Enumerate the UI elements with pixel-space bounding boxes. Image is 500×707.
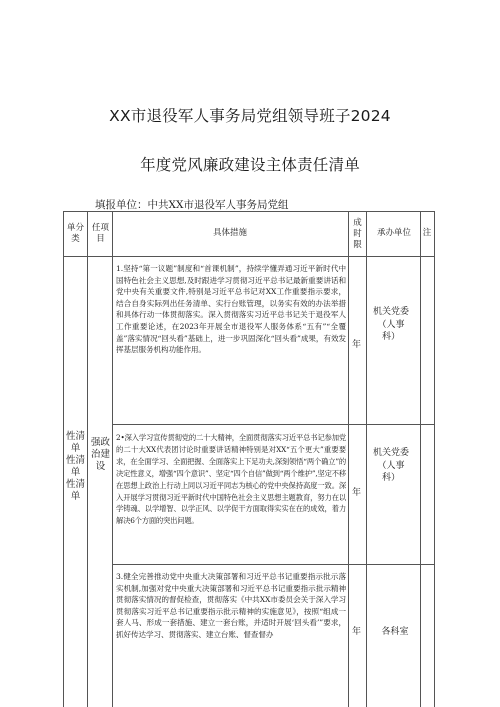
table-column-divider	[420, 211, 421, 707]
table-column-divider	[348, 211, 349, 707]
time-limit-1: 年	[352, 340, 362, 350]
table-border-right	[434, 211, 435, 707]
measure-3: 3.健全完善推动党中央重大决策部署和习近平总书记重要指示批示落实机制,加强对党中央重大决策部署和习近平总书记重要指示批示精神贯彻落实情况的督促检查，贯彻落实《中共XX市委员会关于深入学习贯彻落实习近平总书记重要指示批示精神的实施意见》，按照“组成一套人马、形成一套措施、建立一套台账，并适时开展‘回头看’”要求，抓好传达学习、贯彻落实、建立台账、督查督办	[116, 572, 346, 639]
header-time-limit: 成时限	[353, 217, 362, 250]
responsible-unit-3: 各科室	[381, 627, 409, 637]
fill-unit	[95, 197, 288, 212]
header-task-item: 任项目	[92, 223, 110, 244]
time-limit-3: 年	[352, 627, 362, 637]
time-limit-2: 年	[352, 488, 362, 498]
header-measures: 具体措施	[212, 228, 247, 238]
measure-1: 1.坚持“第一议题”制度和“首课机制”，持续学懂弄通习近平新时代中国特色社会主义思想,及时跟进学习贯彻习近平总书记最新重要讲话和党中央有关重要文件,特别是习近平总书记对XX工作重要指示要求，结合自身实际列出任务清单、实行台账管理，以务实有效的办法举措和具体行动一体贯彻落实。深入贯彻落实习近平总书记关于退役军人工作重要论述，在2023年开展全市退役军人服务体系“五有”“全覆盖”落实情况“回头看”基础上，进一步巩固深化“回头看”成果，有效发挥基层服务机构功能作用。	[116, 264, 346, 355]
document-title-line1: XX市退役军人事务局党组领导班子2024	[109, 107, 391, 125]
table-row-divider	[112, 564, 435, 565]
fill-unit-label: 填报单位：	[95, 199, 148, 211]
header-responsible-unit: 承办单位	[376, 228, 411, 238]
list-category-cell: 性清单 性清单 性清单	[66, 431, 86, 502]
table-header-divider	[63, 256, 435, 257]
responsible-unit-2: 机关党委（人事科）	[372, 448, 409, 483]
fill-unit-value: 中共XX市退役军人事务局党组	[147, 199, 289, 211]
table-column-divider	[87, 211, 88, 707]
measure-2: 2•深入学习宣传贯彻党的二十大精神，全面贯彻落实习近平总书记参加党的二十大XX代表团讨论时重要讲话精神特别是对XX“五个更大”重要要求，在全面学习、全面把握、全面落实上下足功夫,深刻领悟“两个确立”的决定性意义，增强“四个意识”、坚定“四个自信”做到“两个维护”,坚定不移在思想上政治上行动上同以习近平同志为核心的党中央保持高度一致。深入开展学习贯彻习近平新时代中国特色社会主义思想主题教育，努力在以学铸魂、以学增智、以学正风、以学促干方面取得实实在在的成效，着力解决6个方面的突出问题。	[116, 433, 346, 526]
document-title-line2: 年度党风廉政建设主体责任清单	[140, 156, 360, 174]
project-cell: 强政治建设	[91, 437, 111, 472]
responsible-unit-1: 机关党委（人事科）	[372, 307, 409, 342]
header-note: 注	[422, 228, 432, 238]
table-row-divider	[112, 424, 435, 425]
responsibility-table	[63, 211, 435, 707]
table-column-divider	[112, 211, 113, 707]
table-border-left	[63, 211, 64, 707]
header-list-category: 单分类	[67, 223, 85, 244]
table-column-divider	[366, 211, 367, 707]
